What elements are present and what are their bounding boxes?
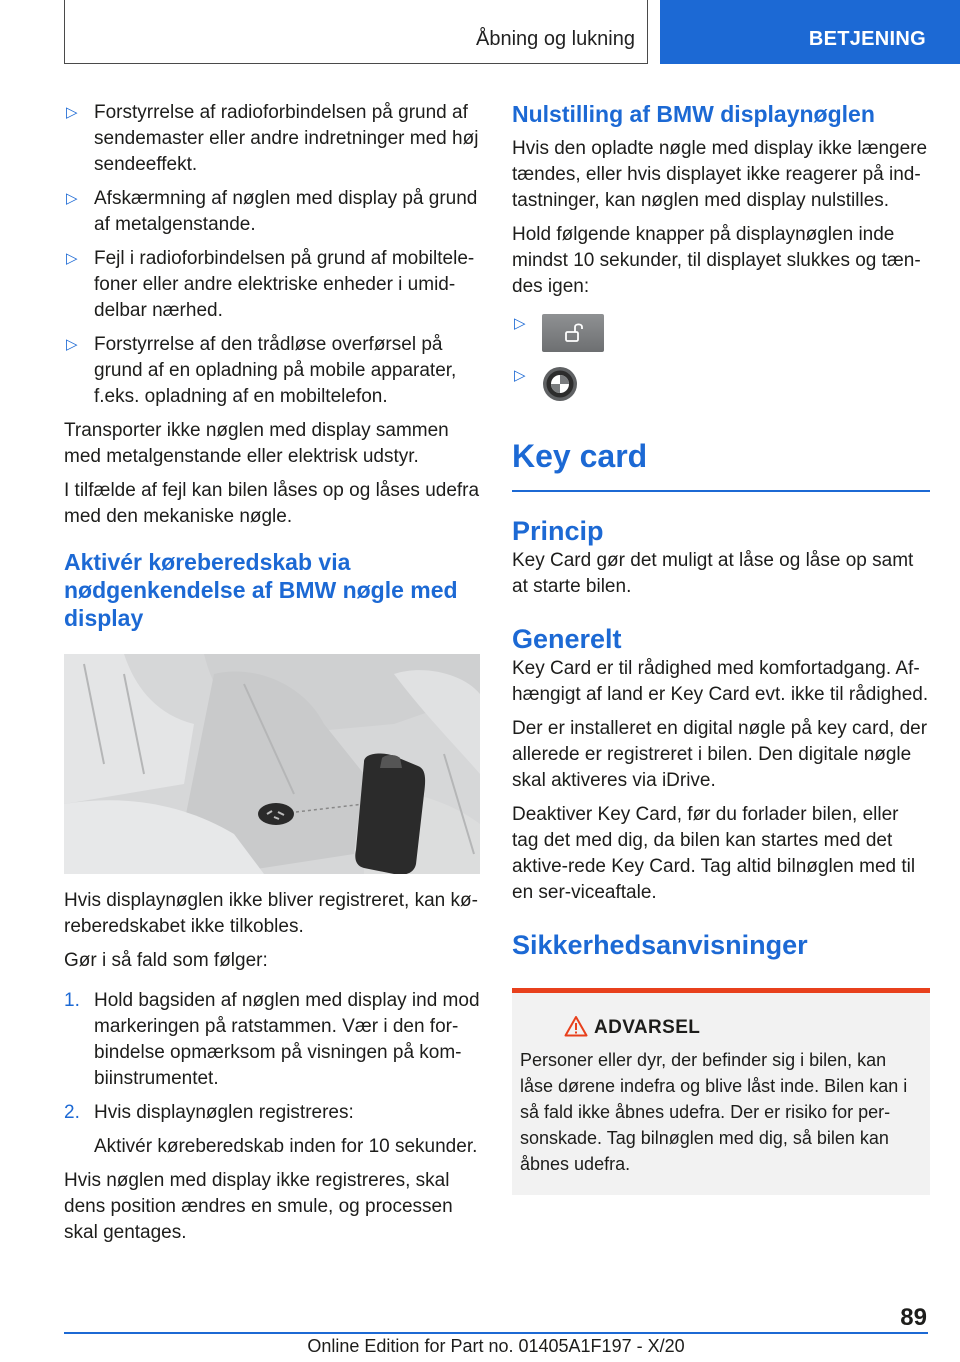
heading-emergency-detection: Aktivér køreberedskab via nødgenkendelse af BMW nøgle med display	[64, 549, 458, 631]
right-column	[512, 100, 930, 1195]
paragraph: Hvis den opladte nøgle med display ikke længere tændes, eller hvis displayet ikke reagerer på ind-tastninger, kan nøglen med display nulstilles.	[512, 138, 928, 211]
heading-safety: Sikkerhedsanvisninger	[512, 929, 808, 960]
list-item	[64, 332, 482, 410]
warning-triangle-icon	[564, 1015, 588, 1037]
triangle-bullet-icon: ▷	[66, 336, 78, 353]
left-column	[64, 100, 482, 1254]
paragraph: Key Card gør det muligt at låse og låse op samt at starte bilen.	[512, 549, 914, 597]
list-item-text: Forstyrrelse af den trådløse overførsel på grund af en opladning på mobile apparater, f.eks. opladning af en mobiltelefon.	[94, 334, 457, 407]
list-item	[64, 246, 482, 324]
warning-header	[520, 1015, 922, 1041]
paragraph: Hvis displaynøglen ikke bliver registreret, kan kø-reberedskabet ikke tilkobles.	[64, 890, 478, 937]
heading-reset: Nulstilling af BMW displaynøglen	[512, 101, 875, 127]
page-number: 89	[900, 1304, 927, 1331]
paragraph: Hvis nøglen med display ikke registreres, skal dens position ændres en smule, og processen skal gentages.	[64, 1170, 453, 1243]
edition-note: Online Edition for Part no. 01405A1F197 - X/20	[307, 1336, 685, 1356]
list-item-text: Afskærmning af nøglen med display på grund af metalgenstande.	[94, 188, 478, 235]
step-text: Hold bagsiden af nøglen med display ind mod markeringen på ratstammen. Vær i den for-bindelse opmærksom på visningen på kom-biinstrumentet.	[94, 990, 480, 1089]
chapter-title: BETJENING	[808, 28, 926, 50]
step-list	[64, 988, 482, 1160]
triangle-bullet-icon: ▷	[514, 315, 526, 332]
lock-button-row	[512, 314, 930, 366]
step-text: Hvis displaynøglen registreres:	[94, 1102, 354, 1123]
step-item	[64, 1100, 482, 1160]
warning-box	[512, 988, 930, 1195]
paragraph: Gør i så fald som følger:	[64, 950, 268, 971]
page-title: Key card	[512, 438, 648, 474]
list-item	[64, 186, 482, 238]
header-section-box	[64, 0, 648, 64]
heading-princip: Princip	[512, 515, 604, 546]
unlock-icon	[542, 314, 604, 352]
paragraph: I tilfælde af fejl kan bilen låses op og låses udefra med den mekaniske nøgle.	[64, 480, 480, 527]
paragraph: Key Card er til rådighed med komfortadgang. Af-hængigt af land er Key Card evt. ikke til rådighed.	[512, 657, 929, 705]
triangle-bullet-icon: ▷	[66, 190, 78, 207]
triangle-bullet-icon: ▷	[514, 367, 526, 384]
section-title: Åbning og lukning	[475, 28, 635, 50]
bmw-logo-button	[542, 366, 578, 402]
step-number: 1.	[64, 990, 80, 1011]
bmw-button-row	[512, 366, 930, 436]
paragraph: Hold følgende knapper på displaynøglen inde mindst 10 sekunder, til displayet slukkes og tæn-des igen:	[512, 224, 921, 297]
cause-list	[64, 100, 482, 410]
step-item	[64, 988, 482, 1092]
steering-column-drawing	[64, 654, 480, 874]
warning-text: Personer eller dyr, der befinder sig i bilen, kan låse dørene indefra og blive låst inde. Bilen kan i så fald ikke åbnes udefra. Der er risiko for per-sonskade. Tag bilnøglen med dig, så bilen kan åbnes udefra.	[520, 1049, 908, 1174]
header-chapter-box	[660, 0, 960, 64]
heading-generelt: Generelt	[512, 623, 622, 654]
list-item-text: Forstyrrelse af radioforbindelsen på grund af sendemaster eller andre indretninger med høj sendeeffekt.	[94, 102, 479, 175]
steering-column-illustration	[64, 654, 480, 874]
footer-divider	[64, 1332, 928, 1334]
list-item-text: Fejl i radioforbindelsen på grund af mobiltele-foner eller andre elektriske enheder i umid-delbar nærhed.	[94, 248, 475, 321]
list-item	[64, 100, 482, 178]
bmw-logo-icon	[542, 366, 578, 402]
step-number: 2.	[64, 1102, 80, 1123]
unlock-key-button	[542, 314, 604, 352]
triangle-bullet-icon: ▷	[66, 104, 78, 121]
warning-title: ADVARSEL	[594, 1016, 701, 1038]
paragraph: Transporter ikke nøglen med display sammen med metalgenstande eller elektrisk udstyr.	[64, 420, 449, 467]
paragraph: Der er installeret en digital nøgle på key card, der allerede er registreret i bilen. Den digitale nøgle skal aktiveres via iDrive.	[512, 717, 928, 791]
step-subtext: Aktivér køreberedskab inden for 10 sekunder.	[94, 1136, 478, 1157]
title-divider	[512, 490, 930, 492]
paragraph: Deaktiver Key Card, før du forlader bilen, eller tag det med dig, da bilen kan startes med det aktive-rede Key Card. Tag altid bilnøglen med til en ser-viceaftale.	[512, 803, 916, 903]
triangle-bullet-icon: ▷	[66, 250, 78, 267]
